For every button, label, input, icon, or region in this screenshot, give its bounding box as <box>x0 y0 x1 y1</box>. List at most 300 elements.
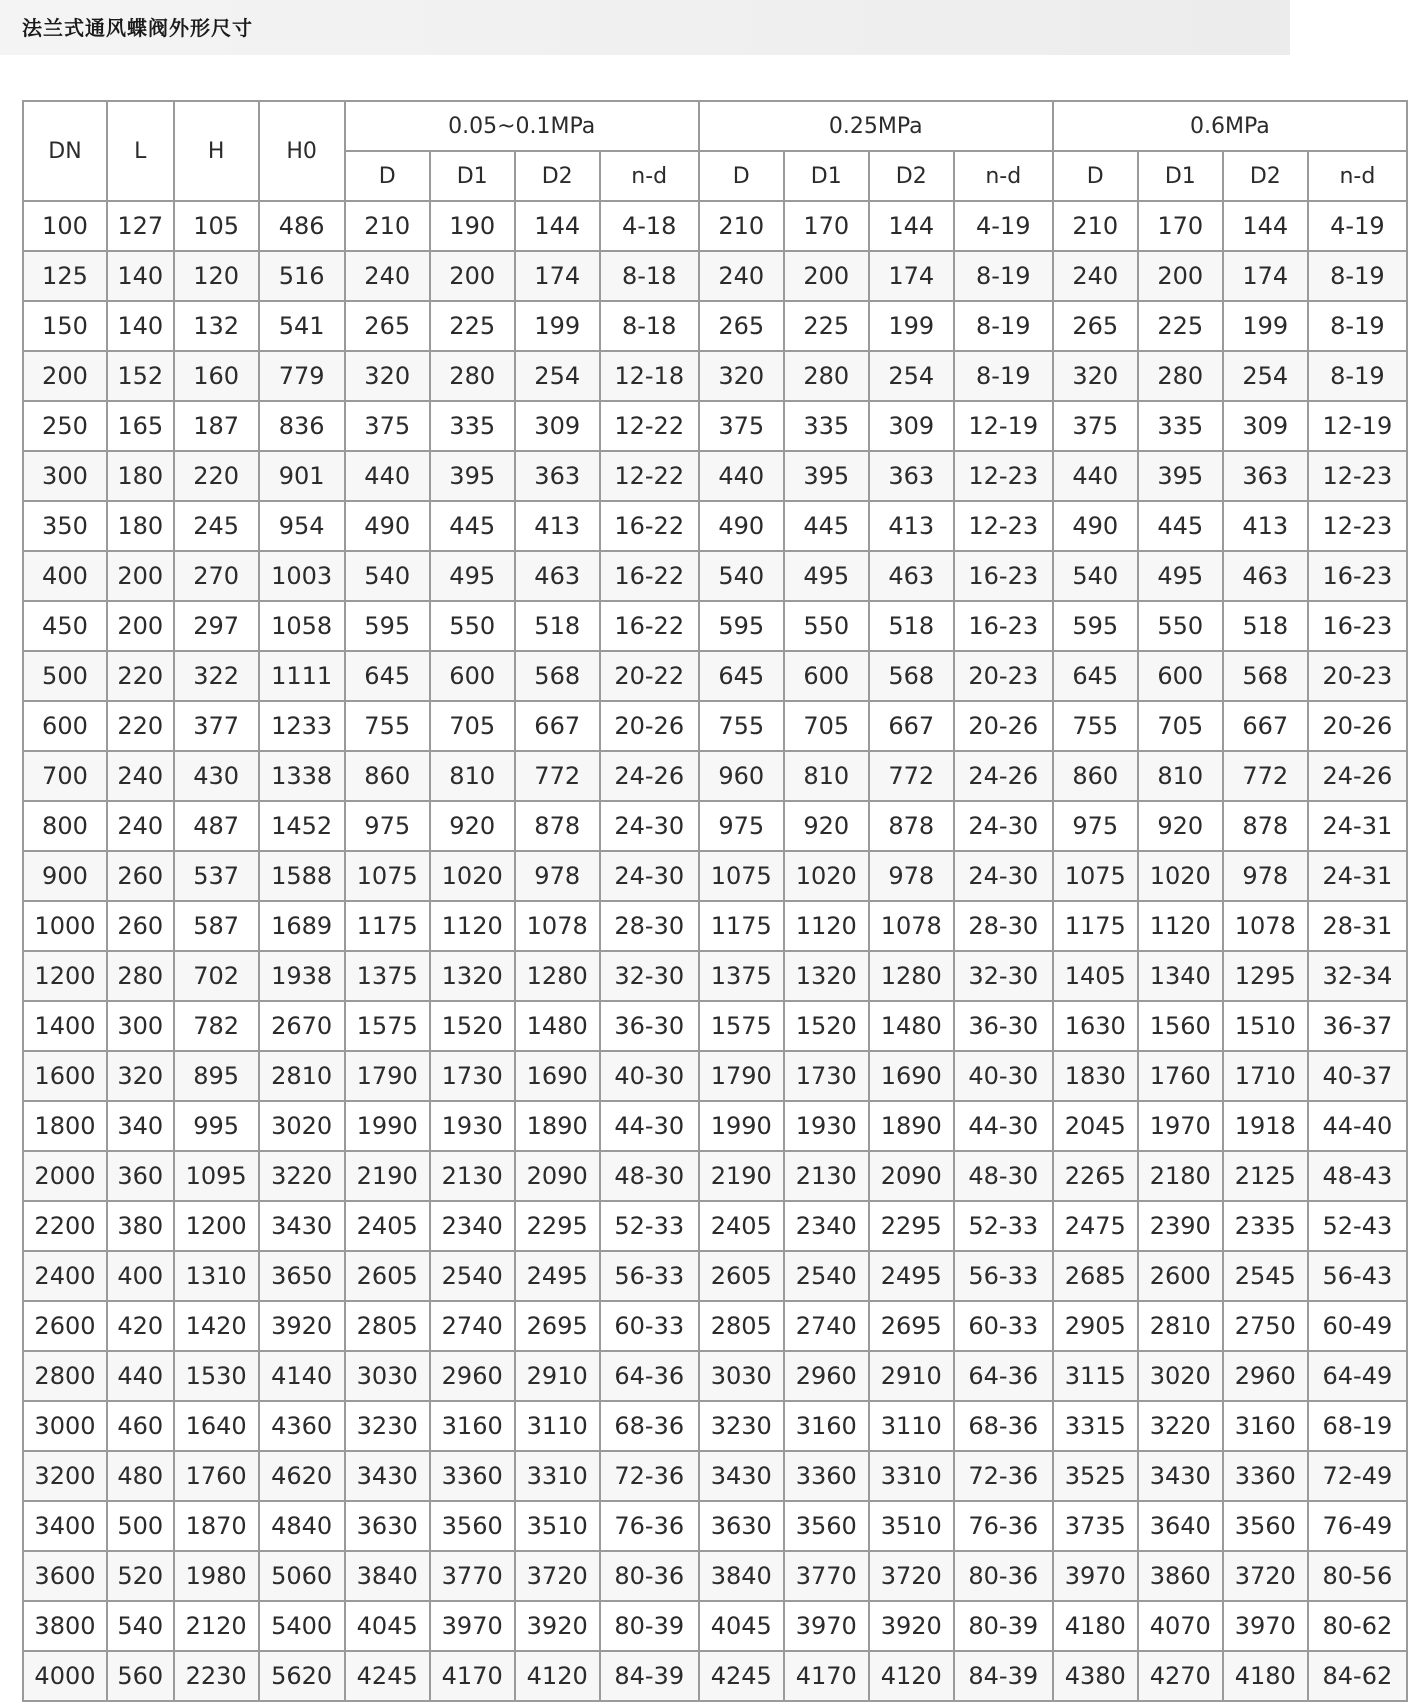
table-cell: 8-18 <box>600 301 699 351</box>
table-cell: 3360 <box>1223 1451 1308 1501</box>
table-cell: 44-30 <box>954 1101 1053 1151</box>
table-cell: 1000 <box>23 901 107 951</box>
table-cell: 240 <box>1053 251 1138 301</box>
table-cell: 4620 <box>259 1451 345 1501</box>
table-cell: 1320 <box>784 951 869 1001</box>
table-cell: 240 <box>107 751 174 801</box>
table-cell: 975 <box>1053 801 1138 851</box>
table-cell: 265 <box>345 301 430 351</box>
table-cell: 48-30 <box>954 1151 1053 1201</box>
table-cell: 64-36 <box>954 1351 1053 1401</box>
table-cell: 363 <box>869 451 954 501</box>
table-cell: 978 <box>515 851 600 901</box>
table-cell: 3000 <box>23 1401 107 1451</box>
table-cell: 463 <box>1223 551 1308 601</box>
table-cell: 12-18 <box>600 351 699 401</box>
table-cell: 280 <box>107 951 174 1001</box>
table-cell: 210 <box>699 201 784 251</box>
table-cell: 3920 <box>515 1601 600 1651</box>
table-cell: 2960 <box>430 1351 515 1401</box>
table-cell: 80-56 <box>1308 1551 1407 1601</box>
table-row <box>23 801 1407 851</box>
table-cell: 1075 <box>345 851 430 901</box>
table-cell: 460 <box>107 1401 174 1451</box>
table-cell: 2540 <box>430 1251 515 1301</box>
table-cell: 4180 <box>1053 1601 1138 1651</box>
table-cell: 2670 <box>259 1001 345 1051</box>
table-cell: 2740 <box>430 1301 515 1351</box>
table-cell: 199 <box>515 301 600 351</box>
table-cell: 280 <box>430 351 515 401</box>
table-cell: 3770 <box>430 1551 515 1601</box>
table-cell: 1295 <box>1223 951 1308 1001</box>
table-cell: 24-26 <box>954 751 1053 801</box>
table-cell: 3160 <box>430 1401 515 1451</box>
table-cell: 4360 <box>259 1401 345 1451</box>
table-row <box>23 1201 1407 1251</box>
table-cell: 20-23 <box>954 651 1053 701</box>
table-cell: 120 <box>174 251 259 301</box>
header-h0: H0 <box>259 101 345 201</box>
table-cell: 1003 <box>259 551 345 601</box>
header-d1: D1 <box>784 151 869 201</box>
table-cell: 340 <box>107 1101 174 1151</box>
table-cell: 667 <box>1223 701 1308 751</box>
table-cell: 16-23 <box>954 601 1053 651</box>
table-cell: 568 <box>1223 651 1308 701</box>
table-cell: 600 <box>1138 651 1223 701</box>
table-cell: 170 <box>1138 201 1223 251</box>
table-cell: 3720 <box>869 1551 954 1601</box>
table-row <box>23 451 1407 501</box>
table-cell: 413 <box>1223 501 1308 551</box>
table-cell: 20-26 <box>954 701 1053 751</box>
table-cell: 978 <box>1223 851 1308 901</box>
table-body <box>23 201 1407 1701</box>
table-cell: 1375 <box>345 951 430 1001</box>
table-cell: 540 <box>1053 551 1138 601</box>
table-cell: 180 <box>107 501 174 551</box>
table-cell: 12-23 <box>954 501 1053 551</box>
table-cell: 772 <box>1223 751 1308 801</box>
table-cell: 2130 <box>784 1151 869 1201</box>
table-cell: 705 <box>784 701 869 751</box>
table-cell: 772 <box>515 751 600 801</box>
table-cell: 2295 <box>869 1201 954 1251</box>
table-cell: 3200 <box>23 1451 107 1501</box>
table-cell: 150 <box>23 301 107 351</box>
table-cell: 1630 <box>1053 1001 1138 1051</box>
table-cell: 395 <box>1138 451 1223 501</box>
table-cell: 2180 <box>1138 1151 1223 1201</box>
table-cell: 36-30 <box>954 1001 1053 1051</box>
table-cell: 1760 <box>1138 1051 1223 1101</box>
table-row <box>23 201 1407 251</box>
table-cell: 568 <box>869 651 954 701</box>
table-row <box>23 1301 1407 1351</box>
table-cell: 3735 <box>1053 1501 1138 1551</box>
table-row <box>23 551 1407 601</box>
table-cell: 12-22 <box>600 451 699 501</box>
table-cell: 200 <box>784 251 869 301</box>
table-cell: 3115 <box>1053 1351 1138 1401</box>
table-cell: 20-26 <box>1308 701 1407 751</box>
table-cell: 490 <box>1053 501 1138 551</box>
table-cell: 2600 <box>23 1301 107 1351</box>
table-cell: 1120 <box>430 901 515 951</box>
table-cell: 24-30 <box>600 801 699 851</box>
table-cell: 1280 <box>869 951 954 1001</box>
table-cell: 4180 <box>1223 1651 1308 1701</box>
table-cell: 4380 <box>1053 1651 1138 1701</box>
table-cell: 68-19 <box>1308 1401 1407 1451</box>
table-cell: 3560 <box>784 1501 869 1551</box>
table-cell: 702 <box>174 951 259 1001</box>
table-cell: 537 <box>174 851 259 901</box>
table-cell: 375 <box>1053 401 1138 451</box>
table-cell: 895 <box>174 1051 259 1101</box>
table-cell: 1520 <box>430 1001 515 1051</box>
table-cell: 440 <box>1053 451 1138 501</box>
table-cell: 954 <box>259 501 345 551</box>
table-cell: 3630 <box>345 1501 430 1551</box>
table-row <box>23 1401 1407 1451</box>
table-cell: 2495 <box>869 1251 954 1301</box>
table-cell: 3110 <box>515 1401 600 1451</box>
table-cell: 450 <box>23 601 107 651</box>
table-cell: 2200 <box>23 1201 107 1251</box>
table-cell: 3860 <box>1138 1551 1223 1601</box>
table-row <box>23 501 1407 551</box>
table-cell: 76-36 <box>600 1501 699 1551</box>
table-cell: 3920 <box>869 1601 954 1651</box>
table-row <box>23 401 1407 451</box>
table-row <box>23 651 1407 701</box>
table-cell: 60-49 <box>1308 1301 1407 1351</box>
table-cell: 2405 <box>345 1201 430 1251</box>
table-cell: 3110 <box>869 1401 954 1451</box>
table-cell: 199 <box>869 301 954 351</box>
header-d: D <box>1053 151 1138 201</box>
table-cell: 2340 <box>430 1201 515 1251</box>
table-cell: 1890 <box>515 1101 600 1151</box>
table-cell: 127 <box>107 201 174 251</box>
table-cell: 187 <box>174 401 259 451</box>
table-cell: 28-30 <box>600 901 699 951</box>
table-cell: 225 <box>784 301 869 351</box>
table-cell: 518 <box>515 601 600 651</box>
table-cell: 4120 <box>515 1651 600 1701</box>
header-l: L <box>107 101 174 201</box>
table-cell: 975 <box>699 801 784 851</box>
table-cell: 24-31 <box>1308 801 1407 851</box>
table-cell: 2190 <box>345 1151 430 1201</box>
table-cell: 440 <box>345 451 430 501</box>
table-cell: 2685 <box>1053 1251 1138 1301</box>
table-cell: 125 <box>23 251 107 301</box>
table-cell: 3630 <box>699 1501 784 1551</box>
table-cell: 220 <box>107 701 174 751</box>
table-cell: 3230 <box>345 1401 430 1451</box>
table-cell: 3430 <box>345 1451 430 1501</box>
table-cell: 144 <box>515 201 600 251</box>
table-cell: 1790 <box>699 1051 784 1101</box>
table-cell: 220 <box>174 451 259 501</box>
table-cell: 395 <box>430 451 515 501</box>
table-cell: 375 <box>345 401 430 451</box>
table-cell: 4170 <box>430 1651 515 1701</box>
table-cell: 2340 <box>784 1201 869 1251</box>
table-cell: 3360 <box>430 1451 515 1501</box>
table-cell: 755 <box>1053 701 1138 751</box>
table-cell: 165 <box>107 401 174 451</box>
table-cell: 12-22 <box>600 401 699 451</box>
table-cell: 978 <box>869 851 954 901</box>
table-cell: 80-36 <box>600 1551 699 1601</box>
table-cell: 32-30 <box>954 951 1053 1001</box>
table-cell: 1980 <box>174 1551 259 1601</box>
table-cell: 320 <box>1053 351 1138 401</box>
header-pressure-mid: 0.25MPa <box>699 101 1053 151</box>
table-cell: 463 <box>515 551 600 601</box>
table-cell: 2000 <box>23 1151 107 1201</box>
table-cell: 1510 <box>1223 1001 1308 1051</box>
table-cell: 3430 <box>259 1201 345 1251</box>
table-cell: 440 <box>107 1351 174 1401</box>
table-row <box>23 251 1407 301</box>
table-cell: 782 <box>174 1001 259 1051</box>
table-cell: 2960 <box>784 1351 869 1401</box>
table-cell: 3840 <box>699 1551 784 1601</box>
table-cell: 300 <box>107 1001 174 1051</box>
table-cell: 3720 <box>515 1551 600 1601</box>
table-cell: 480 <box>107 1451 174 1501</box>
table-cell: 64-49 <box>1308 1351 1407 1401</box>
table-row <box>23 951 1407 1001</box>
table-cell: 20-22 <box>600 651 699 701</box>
table-cell: 80-36 <box>954 1551 1053 1601</box>
table-cell: 52-33 <box>954 1201 1053 1251</box>
table-cell: 1200 <box>174 1201 259 1251</box>
table-cell: 878 <box>1223 801 1308 851</box>
table-cell: 12-23 <box>954 451 1053 501</box>
table-cell: 645 <box>1053 651 1138 701</box>
table-cell: 3430 <box>1138 1451 1223 1501</box>
table-cell: 1990 <box>699 1101 784 1151</box>
table-cell: 2605 <box>345 1251 430 1301</box>
table-cell: 105 <box>174 201 259 251</box>
table-cell: 595 <box>1053 601 1138 651</box>
table-row <box>23 1551 1407 1601</box>
table-row <box>23 751 1407 801</box>
table-cell: 250 <box>23 401 107 451</box>
table-cell: 445 <box>784 501 869 551</box>
table-cell: 4245 <box>345 1651 430 1701</box>
table-cell: 254 <box>869 351 954 401</box>
table-cell: 3030 <box>699 1351 784 1401</box>
table-cell: 568 <box>515 651 600 701</box>
table-cell: 1405 <box>1053 951 1138 1001</box>
table-cell: 1480 <box>869 1001 954 1051</box>
table-cell: 900 <box>23 851 107 901</box>
table-cell: 24-30 <box>954 851 1053 901</box>
table-header <box>23 101 1407 201</box>
table-cell: 2695 <box>515 1301 600 1351</box>
table-cell: 335 <box>430 401 515 451</box>
table-cell: 3510 <box>515 1501 600 1551</box>
table-cell: 1020 <box>430 851 515 901</box>
table-cell: 2605 <box>699 1251 784 1301</box>
table-cell: 463 <box>869 551 954 601</box>
table-cell: 1689 <box>259 901 345 951</box>
table-cell: 240 <box>345 251 430 301</box>
table-cell: 40-30 <box>600 1051 699 1101</box>
table-cell: 1120 <box>1138 901 1223 951</box>
header-h: H <box>174 101 259 201</box>
table-cell: 3430 <box>699 1451 784 1501</box>
table-cell: 140 <box>107 251 174 301</box>
table-cell: 3230 <box>699 1401 784 1451</box>
table-cell: 8-19 <box>1308 301 1407 351</box>
table-cell: 254 <box>1223 351 1308 401</box>
table-cell: 8-19 <box>954 301 1053 351</box>
table-cell: 5400 <box>259 1601 345 1651</box>
table-cell: 1310 <box>174 1251 259 1301</box>
table-cell: 395 <box>784 451 869 501</box>
table-cell: 705 <box>430 701 515 751</box>
table-cell: 16-22 <box>600 501 699 551</box>
table-cell: 1970 <box>1138 1101 1223 1151</box>
table-cell: 16-23 <box>1308 551 1407 601</box>
table-row <box>23 1601 1407 1651</box>
table-cell: 36-30 <box>600 1001 699 1051</box>
table-cell: 800 <box>23 801 107 851</box>
table-cell: 1420 <box>174 1301 259 1351</box>
table-cell: 587 <box>174 901 259 951</box>
table-cell: 1078 <box>869 901 954 951</box>
table-row <box>23 851 1407 901</box>
table-cell: 4045 <box>345 1601 430 1651</box>
table-cell: 40-30 <box>954 1051 1053 1101</box>
table-cell: 200 <box>430 251 515 301</box>
table-cell: 1730 <box>430 1051 515 1101</box>
table-cell: 920 <box>430 801 515 851</box>
table-cell: 667 <box>869 701 954 751</box>
table-cell: 4270 <box>1138 1651 1223 1701</box>
table-cell: 360 <box>107 1151 174 1201</box>
table-cell: 32-30 <box>600 951 699 1001</box>
table-cell: 335 <box>1138 401 1223 451</box>
table-cell: 2045 <box>1053 1101 1138 1151</box>
table-cell: 1078 <box>515 901 600 951</box>
table-cell: 560 <box>107 1651 174 1701</box>
table-cell: 84-39 <box>600 1651 699 1701</box>
table-cell: 495 <box>784 551 869 601</box>
table-cell: 322 <box>174 651 259 701</box>
table-cell: 12-19 <box>1308 401 1407 451</box>
table-cell: 1075 <box>699 851 784 901</box>
table-cell: 48-43 <box>1308 1151 1407 1201</box>
table-cell: 2740 <box>784 1301 869 1351</box>
table-cell: 240 <box>699 251 784 301</box>
table-cell: 4-18 <box>600 201 699 251</box>
table-cell: 56-33 <box>954 1251 1053 1301</box>
table-cell: 199 <box>1223 301 1308 351</box>
table-cell: 705 <box>1138 701 1223 751</box>
table-cell: 56-43 <box>1308 1251 1407 1301</box>
table-cell: 3020 <box>1138 1351 1223 1401</box>
table-cell: 490 <box>345 501 430 551</box>
table-cell: 260 <box>107 901 174 951</box>
table-cell: 84-39 <box>954 1651 1053 1701</box>
table-cell: 490 <box>699 501 784 551</box>
header-d: D <box>345 151 430 201</box>
table-row <box>23 1051 1407 1101</box>
table-cell: 645 <box>699 651 784 701</box>
table-cell: 550 <box>784 601 869 651</box>
table-cell: 440 <box>699 451 784 501</box>
table-cell: 2230 <box>174 1651 259 1701</box>
table-cell: 8-19 <box>1308 351 1407 401</box>
table-cell: 2695 <box>869 1301 954 1351</box>
table-cell: 3160 <box>1223 1401 1308 1451</box>
table-cell: 810 <box>430 751 515 801</box>
table-cell: 245 <box>174 501 259 551</box>
table-cell: 24-26 <box>600 751 699 801</box>
table-cell: 1095 <box>174 1151 259 1201</box>
table-cell: 32-34 <box>1308 951 1407 1001</box>
table-cell: 2910 <box>869 1351 954 1401</box>
table-row <box>23 351 1407 401</box>
table-cell: 300 <box>23 451 107 501</box>
table-cell: 1400 <box>23 1001 107 1051</box>
table-cell: 2750 <box>1223 1301 1308 1351</box>
table-cell: 200 <box>1138 251 1223 301</box>
table-cell: 1175 <box>345 901 430 951</box>
table-cell: 2090 <box>869 1151 954 1201</box>
table-cell: 2405 <box>699 1201 784 1251</box>
table-cell: 40-37 <box>1308 1051 1407 1101</box>
table-cell: 60-33 <box>600 1301 699 1351</box>
table-cell: 975 <box>345 801 430 851</box>
table-cell: 1058 <box>259 601 345 651</box>
table-cell: 8-19 <box>1308 251 1407 301</box>
table-cell: 44-30 <box>600 1101 699 1151</box>
table-cell: 3560 <box>1223 1501 1308 1551</box>
table-cell: 320 <box>107 1051 174 1101</box>
table-cell: 4-19 <box>954 201 1053 251</box>
table-cell: 225 <box>1138 301 1223 351</box>
table-cell: 76-36 <box>954 1501 1053 1551</box>
table-cell: 779 <box>259 351 345 401</box>
table-cell: 1930 <box>784 1101 869 1151</box>
table-cell: 1730 <box>784 1051 869 1101</box>
table-cell: 810 <box>784 751 869 801</box>
table-cell: 420 <box>107 1301 174 1351</box>
table-cell: 24-30 <box>600 851 699 901</box>
table-cell: 2295 <box>515 1201 600 1251</box>
table-cell: 44-40 <box>1308 1101 1407 1151</box>
table-cell: 3970 <box>784 1601 869 1651</box>
table-cell: 2400 <box>23 1251 107 1301</box>
table-cell: 860 <box>1053 751 1138 801</box>
table-row <box>23 1001 1407 1051</box>
table-cell: 1320 <box>430 951 515 1001</box>
table-cell: 363 <box>515 451 600 501</box>
table-cell: 540 <box>345 551 430 601</box>
table-cell: 265 <box>1053 301 1138 351</box>
table-cell: 487 <box>174 801 259 851</box>
